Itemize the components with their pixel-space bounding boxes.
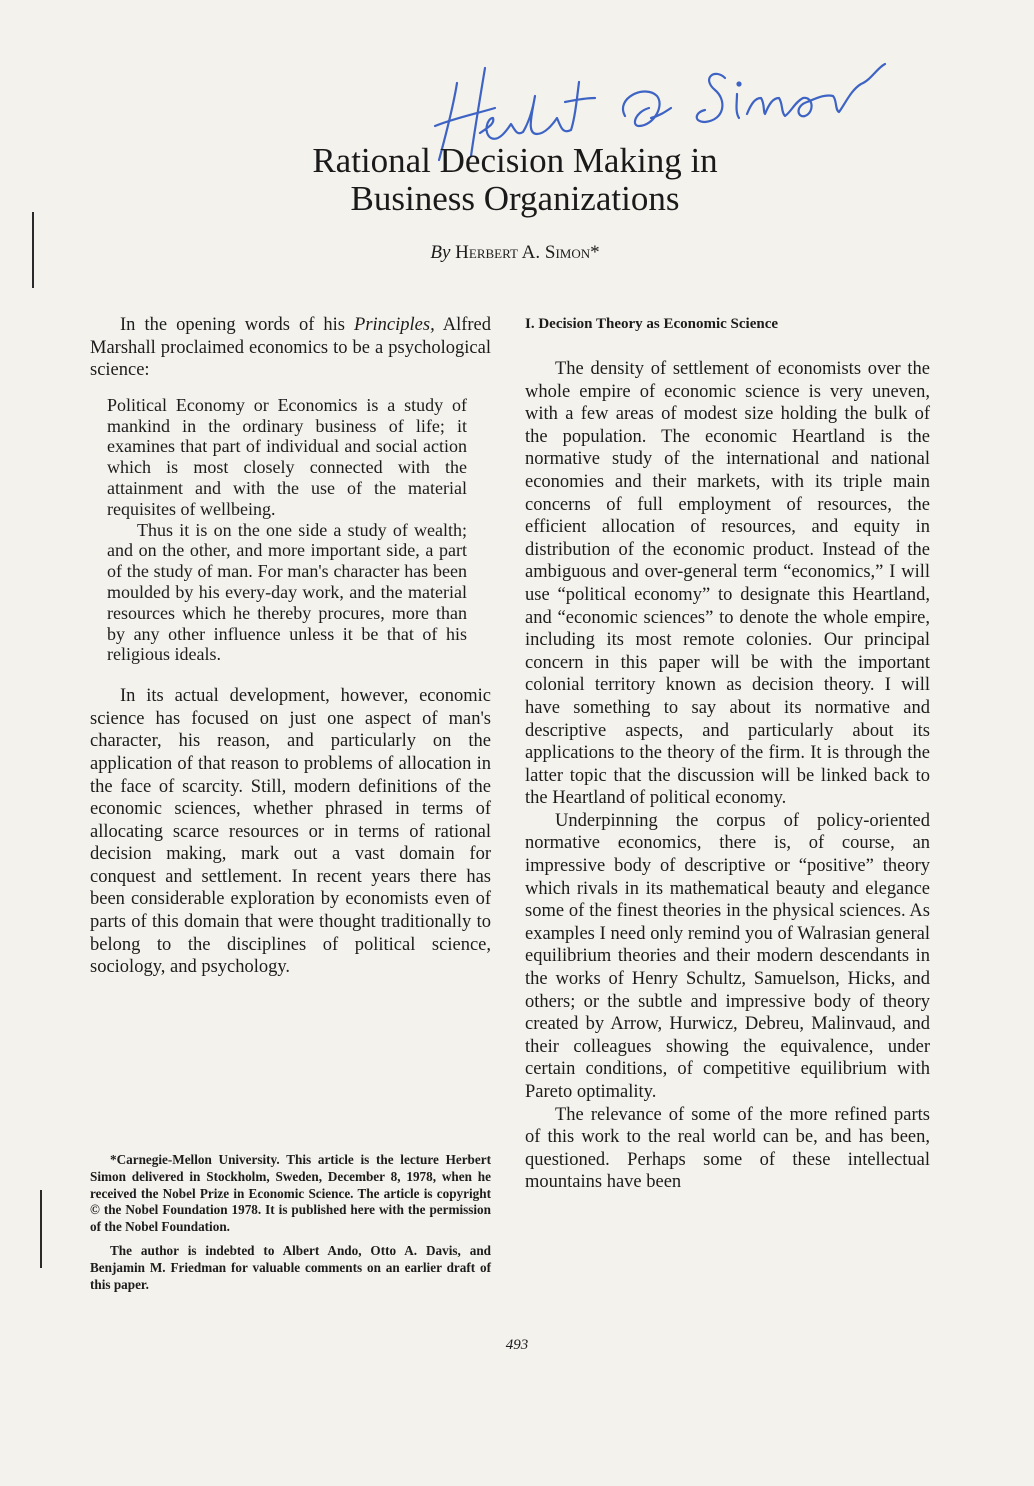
section-heading: I. Decision Theory as Economic Science xyxy=(525,316,779,332)
section-paragraph-1: The density of settlement of economists over the whole empire of economic science is very uneven, with a few areas of modest size holding the bulk of the population. The economic Heartland is the normative study of the international and national economies and their markets, with its triple main concerns of full employment of resources, the efficient allocation of resources, and equity in distribution of the economic product. Instead of the ambiguous and over-general term “economics,” I will use “political economy” to designate this Heartland, and “economic sciences” to denote the whole empire, including its most remote colonies. Our principal concern in this paper will be with the important colonial territory known as decision theory. I will have something to say about its normative and descriptive aspects, and particularly about its applications to the theory of the firm. It is through the latter topic that the discussion will be linked back to the Heartland of political economy. xyxy=(525,359,930,809)
page-number: 493 xyxy=(505,1337,529,1353)
footnote-2: The author is indebted to Albert Ando, Otto A. Davis, and Benjamin M. Friedman for valuable comments on an earlier draft of this paper. xyxy=(90,1242,491,1292)
byline-by: By xyxy=(430,242,451,263)
body-paragraph-2: In its actual development, however, economic science has focused on just one aspect of man's character, his reason, and particularly on the application of that reason to problems of allocation in the face of scarcity. Still, modern definitions of the economic sciences, whether phrased in terms of allocating scarce resources or in terms of rational decision making, mark out a vast domain for conquest and settlement. In recent years there has been considerable exploration by economists even of parts of this domain that were thought traditionally to belong to the disciplines of political science, sociology, and psychology. xyxy=(90,686,491,978)
article-title xyxy=(200,142,830,218)
marshall-quote-1: Political Economy or Economics is a study of mankind in the ordinary business of life; it examines that part of individual and social action which is most closely connected with the attainment and with the use of the material requisites of wellbeing. xyxy=(107,394,467,519)
left-column xyxy=(90,314,491,979)
author-name: Herbert A. Simon* xyxy=(455,242,600,263)
marshall-quote-2: Thus it is on the one side a study of wealth; and on the other, and more important side, a part of the study of man. For man's character has been moulded by his every-day work, and the material resources which he thereby procures, more than by any other influence unless it be that of his religious ideals. xyxy=(107,519,467,665)
right-column xyxy=(525,314,930,1194)
title-line-1: Rational Decision Making in xyxy=(312,141,718,180)
principles-title: Principles, xyxy=(354,315,435,335)
section-paragraph-3: The relevance of some of the more refined parts of this work to the real world can be, and has been, questioned. Perhaps some of these intellectual mountains have been xyxy=(525,1104,930,1193)
margin-mark-top xyxy=(32,212,34,288)
margin-mark-bottom xyxy=(40,1190,42,1268)
footnote-1: *Carnegie-Mellon University. This article is the lecture Herbert Simon delivered in Stockholm, Sweden, December 8, 1978, when he received the Nobel Prize in Economic Science. The article is copyright © the Nobel Foundation 1978. It is published here with the permission of the Nobel Foundation. xyxy=(90,1152,491,1235)
title-line-2: Business Organizations xyxy=(350,179,680,218)
section-paragraph-2: Underpinning the corpus of policy-oriented normative economics, there is, of course, an impressive body of descriptive or “positive” theory which rivals in its mathematical beauty and elegance some of the finest theories in the physical sciences. As examples I need only remind you of Walrasian general equilibrium theories and their modern descendants in the works of Henry Schultz, Samuelson, Hicks, and others; or the subtle and impressive body of theory created by Arrow, Hurwicz, Debreu, Malinvaud, and their colleagues showing the equivalence, under certain conditions, of competitive equilibrium with Pareto optimality. xyxy=(525,810,930,1102)
footnotes xyxy=(90,1152,491,1300)
byline xyxy=(200,242,830,264)
intro-paragraph: In the opening words of his Principles, Alfred Marshall proclaimed economics to be a psychological science: xyxy=(90,315,491,381)
